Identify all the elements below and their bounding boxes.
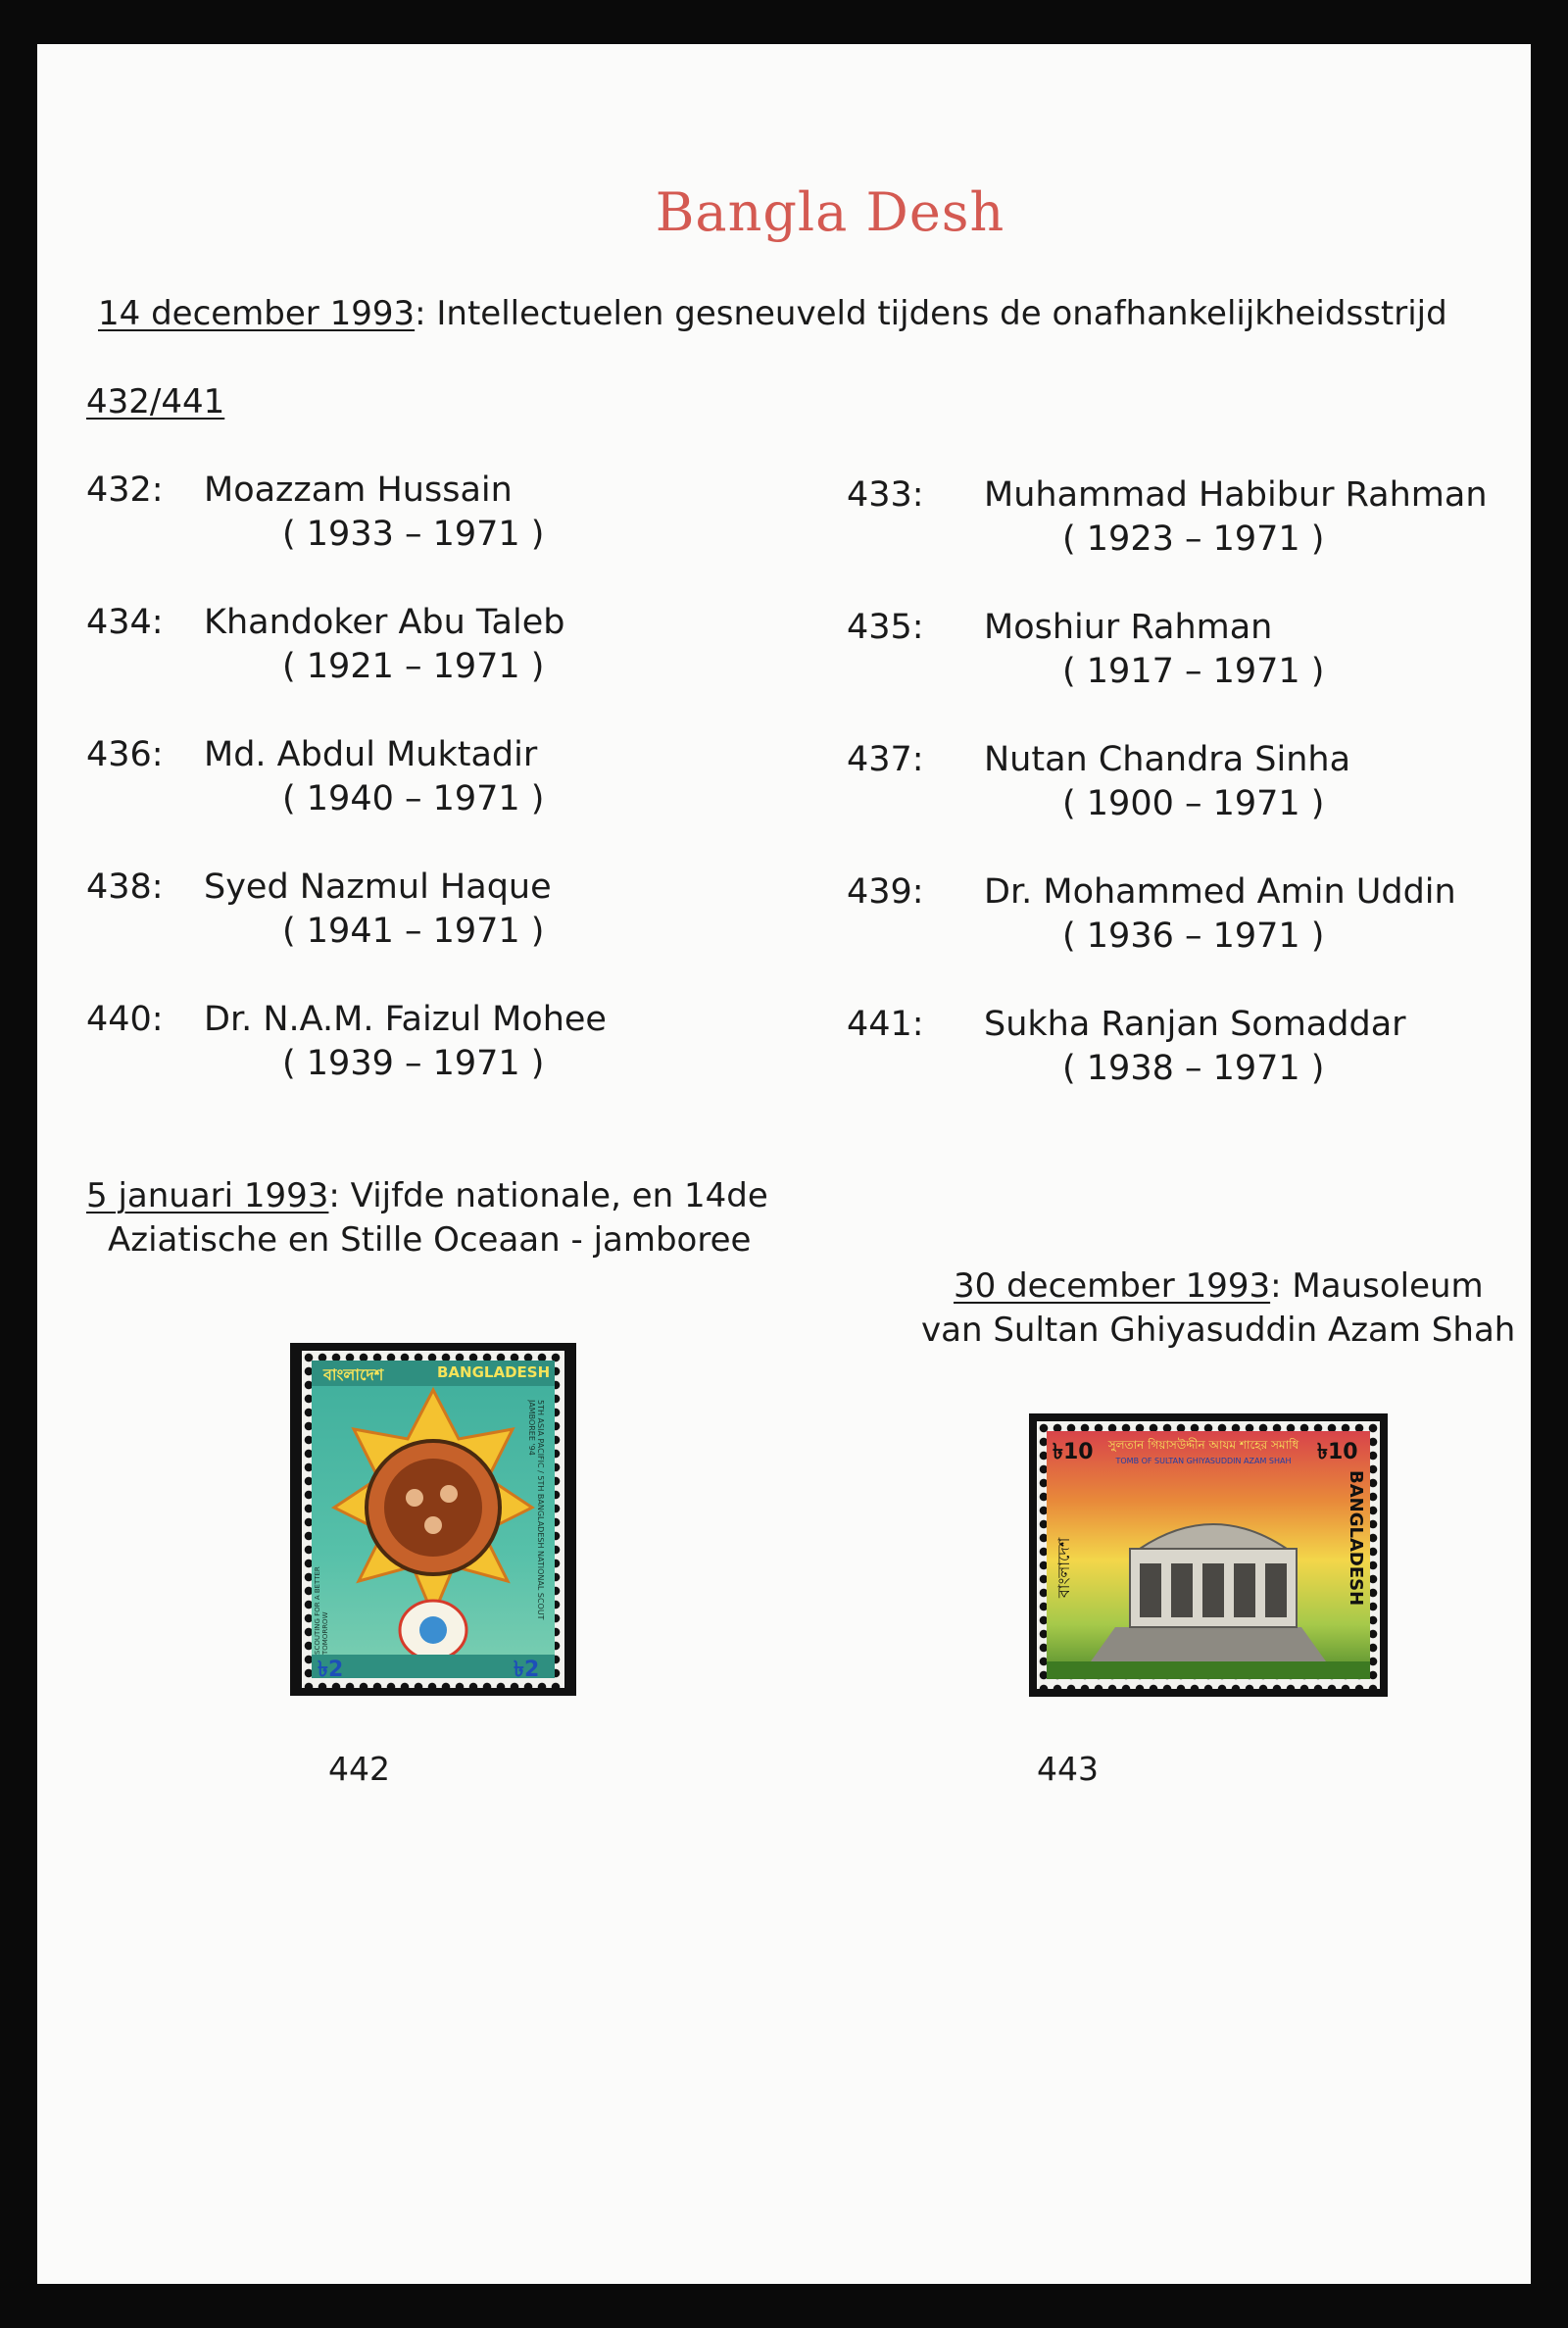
- section3-subject-line1: : Mausoleum: [1270, 1266, 1484, 1306]
- stamp-443-top-text: TOMB OF SULTAN GHIYASUDDIN AZAM SHAH: [1115, 1457, 1292, 1465]
- stamp-442-lower-text: SCOUTING FOR A BETTER TOMORROW: [314, 1566, 329, 1655]
- stamp-442-mount: [290, 1343, 576, 1696]
- section2-header-line1: [86, 1176, 768, 1215]
- entry-years: ( 1900 – 1971 ): [1062, 784, 1325, 823]
- section1-subject: Intellectuelen gesneuveld tijdens de onafhankelijkheidsstrijd: [425, 294, 1447, 333]
- entry-name: Dr. Mohammed Amin Uddin: [984, 872, 1456, 912]
- stamp-443-image: [1047, 1431, 1370, 1679]
- stamp-442-value-right: ৳2: [514, 1658, 540, 1678]
- album-page: [37, 44, 1531, 2284]
- entry-years: ( 1921 – 1971 ): [282, 647, 545, 686]
- section2-subject-line2: Aziatische en Stille Oceaan - jamboree: [108, 1220, 752, 1260]
- page-title: Bangla Desh: [655, 181, 1005, 243]
- section1-header: [98, 294, 1447, 333]
- entry-name: Moazzam Hussain: [204, 471, 513, 510]
- entry-name: Moshiur Rahman: [984, 608, 1273, 647]
- section1-date: 14 december 1993: [98, 294, 416, 333]
- section3-subject-line2: van Sultan Ghiyasuddin Azam Shah: [921, 1311, 1516, 1350]
- stamp-443-caption: 443: [1037, 1750, 1099, 1788]
- stamp-443-mount: [1029, 1413, 1388, 1697]
- stamp-442-image: [312, 1361, 555, 1678]
- entry-number: 440:: [86, 1000, 164, 1039]
- section3-header-line1: [954, 1266, 1484, 1306]
- entry-years: ( 1923 – 1971 ): [1062, 520, 1325, 559]
- entry-number: 433:: [847, 475, 924, 515]
- entry-number: 434:: [86, 603, 164, 642]
- section1-separator: :: [415, 294, 426, 333]
- entry-number: 432:: [86, 471, 164, 510]
- entry-number: 437:: [847, 740, 924, 779]
- stamp-442-country: BANGLADESH: [437, 1363, 551, 1381]
- entry-years: ( 1939 – 1971 ): [282, 1044, 545, 1083]
- stamp-442-value-left: ৳2: [318, 1658, 344, 1678]
- section3-date: 30 december 1993: [954, 1266, 1271, 1306]
- stamp-442-caption: 442: [328, 1750, 390, 1788]
- entry-number: 439:: [847, 872, 924, 912]
- stamp-443-top-bengali: সুলতান গিয়াসউদ্দীন আযম শাহের সমাধি: [1107, 1438, 1299, 1452]
- entry-name: Syed Nazmul Haque: [204, 867, 552, 907]
- entry-name: Sukha Ranjan Somaddar: [984, 1005, 1406, 1044]
- entry-number: 438:: [86, 867, 164, 907]
- entry-name: Muhammad Habibur Rahman: [984, 475, 1488, 515]
- entry-years: ( 1938 – 1971 ): [1062, 1049, 1325, 1088]
- section2-subject-line1: : Vijfde nationale, en 14de: [328, 1176, 768, 1215]
- entry-years: ( 1917 – 1971 ): [1062, 652, 1325, 691]
- entry-name: Khandoker Abu Taleb: [204, 603, 565, 642]
- stamp-442-artwork: [312, 1361, 555, 1678]
- stamp-443-side-right: BANGLADESH: [1346, 1470, 1366, 1607]
- section2-date: 5 januari 1993: [86, 1176, 329, 1215]
- stamp-443-value-left: ৳10: [1053, 1440, 1094, 1464]
- section1-range: 432/441: [86, 382, 225, 421]
- entry-name: Dr. N.A.M. Faizul Mohee: [204, 1000, 607, 1039]
- entry-name: Md. Abdul Muktadir: [204, 735, 538, 774]
- stamp-443-side-left: বাংলাদেশ: [1054, 1537, 1073, 1598]
- stamp-442-bengali: বাংলাদেশ: [323, 1365, 384, 1384]
- entry-name: Nutan Chandra Sinha: [984, 740, 1351, 779]
- entry-number: 441:: [847, 1005, 924, 1044]
- entry-years: ( 1941 – 1971 ): [282, 912, 545, 951]
- entry-number: 436:: [86, 735, 164, 774]
- entry-years: ( 1936 – 1971 ): [1062, 916, 1325, 956]
- entry-years: ( 1940 – 1971 ): [282, 779, 545, 818]
- stamp-443-value-right: ৳10: [1317, 1440, 1358, 1464]
- stamp-442-side-text: 5TH ASIA PACIFIC / 5TH BANGLADESH NATIONAL SCOUT JAMBOREE '94: [527, 1400, 545, 1620]
- entry-years: ( 1933 – 1971 ): [282, 515, 545, 554]
- entry-number: 435:: [847, 608, 924, 647]
